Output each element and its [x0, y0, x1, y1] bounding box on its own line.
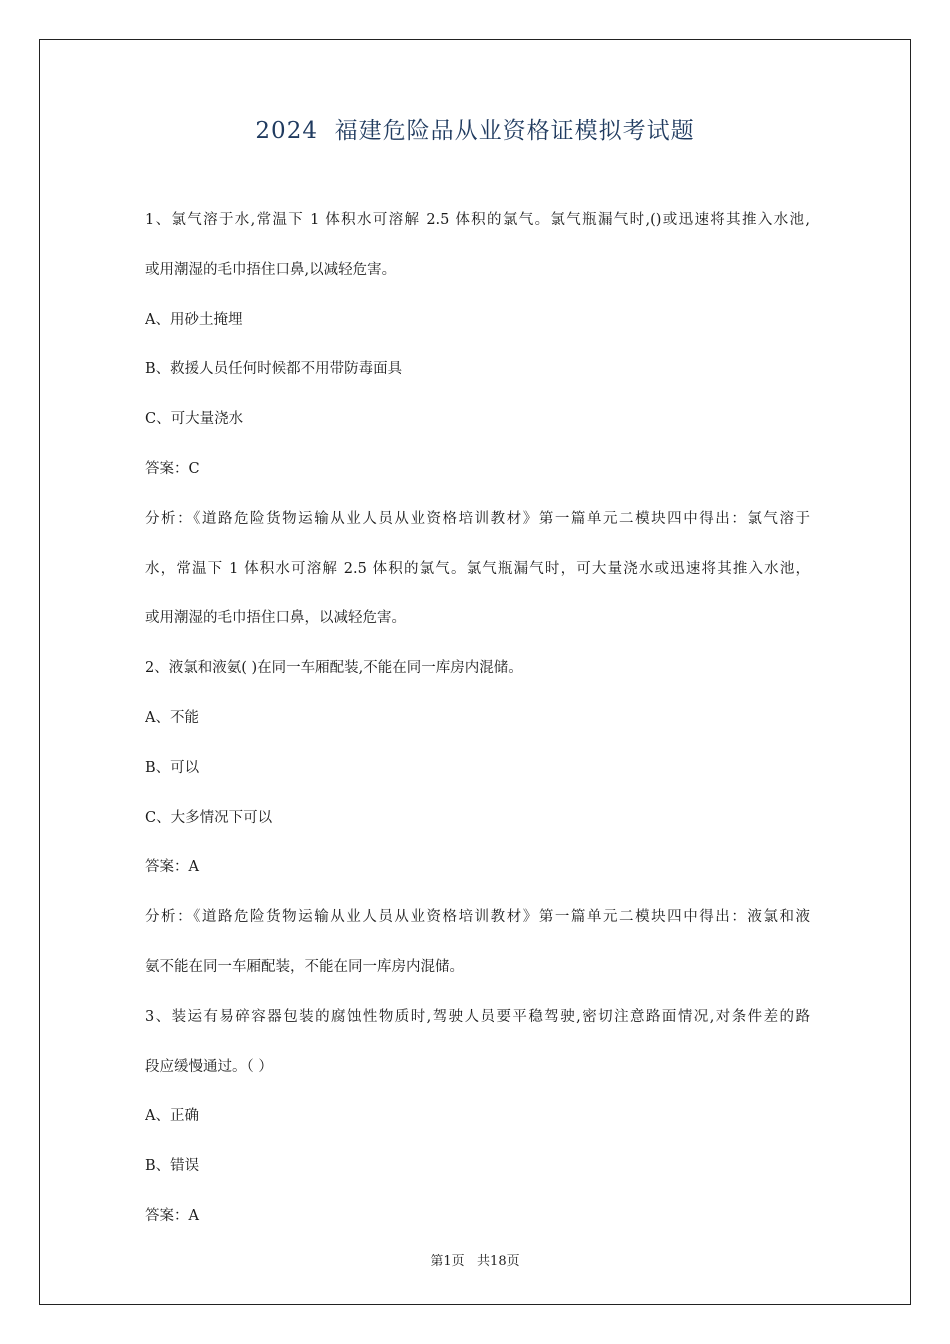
q1-analysis-line-2: 水，常温下 1 体积水可溶解 2.5 体积的氯气。氯气瓶漏气时，可大量浇水或迅速将其推入水池，	[145, 560, 810, 577]
q1-stem-line-2: 或用潮湿的毛巾捂住口鼻,以减轻危害。	[145, 261, 397, 278]
q3-stem-line-2: 段应缓慢通过。（ ）	[145, 1058, 273, 1075]
q2-analysis-line-2: 氨不能在同一车厢配装，不能在同一库房内混储。	[145, 958, 464, 975]
q1-analysis-line-1: 分析：《道路危险货物运输从业人员从业资格培训教材》第一篇单元二模块四中得出：氯气溶于	[145, 510, 810, 527]
q2-analysis-line-1: 分析：《道路危险货物运输从业人员从业资格培训教材》第一篇单元二模块四中得出：液氯和液	[145, 909, 810, 926]
q2-answer: 答案：A	[145, 859, 199, 876]
q2-stem: 2、液氯和液氨( )在同一车厢配装,不能在同一库房内混储。	[145, 660, 523, 677]
q3-option-b: B、错误	[145, 1158, 200, 1175]
q1-option-c: C、可大量浇水	[145, 411, 244, 428]
q1-analysis-line-3: 或用潮湿的毛巾捂住口鼻，以减轻危害。	[145, 610, 406, 627]
q1-answer: 答案：C	[145, 460, 200, 477]
q3-option-a: A、正确	[145, 1108, 199, 1125]
document-body	[145, 196, 810, 1242]
page-number-footer: 第1页 共18页	[430, 1254, 520, 1269]
q2-option-b: B、可以	[145, 759, 200, 776]
document-title: 2024 福建危险品从业资格证模拟考试题	[255, 118, 695, 144]
q1-option-a: A、用砂土掩埋	[145, 311, 243, 328]
q2-option-c: C、大多情况下可以	[145, 809, 273, 826]
q2-option-a: A、不能	[145, 709, 199, 726]
q3-stem-line-1: 3、装运有易碎容器包装的腐蚀性物质时,驾驶人员要平稳驾驶,密切注意路面情况,对条件差的路	[145, 1008, 810, 1025]
q1-option-b: B、救援人员任何时候都不用带防毒面具	[145, 361, 403, 378]
q3-answer: 答案：A	[145, 1207, 199, 1224]
q1-stem-line-1: 1、氯气溶于水,常温下 1 体积水可溶解 2.5 体积的氯气。氯气瓶漏气时,()或迅速将其推入水池,	[145, 212, 810, 228]
